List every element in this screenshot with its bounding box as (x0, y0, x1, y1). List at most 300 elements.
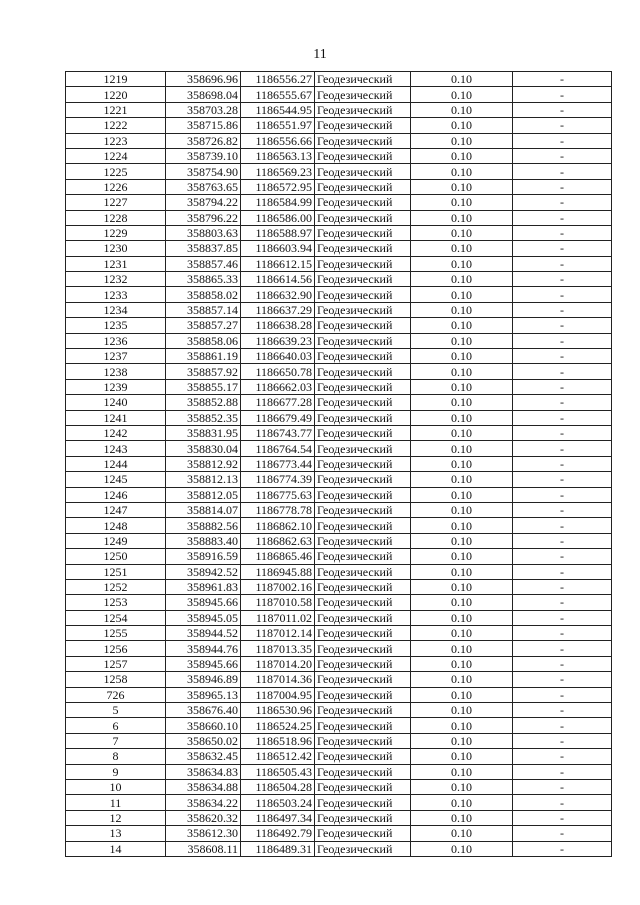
y-coordinate-cell: 1186518.96 (241, 733, 315, 748)
x-coordinate-cell: 358883.40 (166, 533, 241, 548)
method-cell: Геодезический (315, 703, 411, 718)
table-row (66, 379, 612, 394)
method-cell: Геодезический (315, 826, 411, 841)
x-coordinate-cell: 358698.04 (166, 87, 241, 102)
description-cell: - (513, 826, 612, 841)
point-number-cell: 1249 (66, 533, 166, 548)
method-cell: Геодезический (315, 487, 411, 502)
table-row (66, 133, 612, 148)
coordinates-table (65, 71, 612, 857)
table-row (66, 148, 612, 163)
description-cell: - (513, 626, 612, 641)
point-number-cell: 1250 (66, 549, 166, 564)
table-row (66, 487, 612, 502)
method-cell: Геодезический (315, 272, 411, 287)
x-coordinate-cell: 358857.92 (166, 364, 241, 379)
accuracy-cell: 0.10 (411, 810, 513, 825)
accuracy-cell: 0.10 (411, 210, 513, 225)
table-row (66, 749, 612, 764)
accuracy-cell: 0.10 (411, 749, 513, 764)
method-cell: Геодезический (315, 118, 411, 133)
method-cell: Геодезический (315, 749, 411, 764)
x-coordinate-cell: 358726.82 (166, 133, 241, 148)
method-cell: Геодезический (315, 287, 411, 302)
description-cell: - (513, 687, 612, 702)
description-cell: - (513, 779, 612, 794)
description-cell: - (513, 241, 612, 256)
description-cell: - (513, 287, 612, 302)
description-cell: - (513, 549, 612, 564)
description-cell: - (513, 179, 612, 194)
point-number-cell: 11 (66, 795, 166, 810)
method-cell: Геодезический (315, 364, 411, 379)
x-coordinate-cell: 358852.88 (166, 395, 241, 410)
point-number-cell: 13 (66, 826, 166, 841)
method-cell: Геодезический (315, 164, 411, 179)
point-number-cell: 1242 (66, 425, 166, 440)
accuracy-cell: 0.10 (411, 533, 513, 548)
table-row (66, 502, 612, 517)
y-coordinate-cell: 1186679.49 (241, 410, 315, 425)
point-number-cell: 1221 (66, 102, 166, 117)
accuracy-cell: 0.10 (411, 272, 513, 287)
table-row (66, 518, 612, 533)
x-coordinate-cell: 358830.04 (166, 441, 241, 456)
table-row (66, 72, 612, 87)
method-cell: Геодезический (315, 718, 411, 733)
y-coordinate-cell: 1186637.29 (241, 302, 315, 317)
x-coordinate-cell: 358812.13 (166, 472, 241, 487)
x-coordinate-cell: 358858.06 (166, 333, 241, 348)
point-number-cell: 1256 (66, 641, 166, 656)
table-row (66, 256, 612, 271)
x-coordinate-cell: 358837.85 (166, 241, 241, 256)
point-number-cell: 1238 (66, 364, 166, 379)
y-coordinate-cell: 1186505.43 (241, 764, 315, 779)
accuracy-cell: 0.10 (411, 626, 513, 641)
description-cell: - (513, 256, 612, 271)
description-cell: - (513, 749, 612, 764)
accuracy-cell: 0.10 (411, 841, 513, 856)
x-coordinate-cell: 358612.30 (166, 826, 241, 841)
table-row (66, 302, 612, 317)
accuracy-cell: 0.10 (411, 779, 513, 794)
method-cell: Геодезический (315, 379, 411, 394)
description-cell: - (513, 610, 612, 625)
method-cell: Геодезический (315, 195, 411, 210)
y-coordinate-cell: 1187014.20 (241, 656, 315, 671)
accuracy-cell: 0.10 (411, 502, 513, 517)
x-coordinate-cell: 358831.95 (166, 425, 241, 440)
point-number-cell: 1244 (66, 456, 166, 471)
accuracy-cell: 0.10 (411, 610, 513, 625)
description-cell: - (513, 733, 612, 748)
x-coordinate-cell: 358857.27 (166, 318, 241, 333)
table-row (66, 764, 612, 779)
table-row (66, 241, 612, 256)
point-number-cell: 8 (66, 749, 166, 764)
table-row (66, 579, 612, 594)
method-cell: Геодезический (315, 333, 411, 348)
x-coordinate-cell: 358814.07 (166, 502, 241, 517)
description-cell: - (513, 133, 612, 148)
y-coordinate-cell: 1187014.36 (241, 672, 315, 687)
method-cell: Геодезический (315, 656, 411, 671)
description-cell: - (513, 518, 612, 533)
point-number-cell: 1232 (66, 272, 166, 287)
point-number-cell: 1241 (66, 410, 166, 425)
description-cell: - (513, 703, 612, 718)
method-cell: Геодезический (315, 102, 411, 117)
table-row (66, 626, 612, 641)
description-cell: - (513, 656, 612, 671)
method-cell: Геодезический (315, 626, 411, 641)
table-row (66, 672, 612, 687)
y-coordinate-cell: 1186572.95 (241, 179, 315, 194)
table-row (66, 395, 612, 410)
x-coordinate-cell: 358857.46 (166, 256, 241, 271)
x-coordinate-cell: 358634.22 (166, 795, 241, 810)
table-row (66, 779, 612, 794)
point-number-cell: 14 (66, 841, 166, 856)
method-cell: Геодезический (315, 179, 411, 194)
y-coordinate-cell: 1187011.02 (241, 610, 315, 625)
y-coordinate-cell: 1186603.94 (241, 241, 315, 256)
description-cell: - (513, 456, 612, 471)
description-cell: - (513, 318, 612, 333)
method-cell: Геодезический (315, 549, 411, 564)
table-row (66, 641, 612, 656)
x-coordinate-cell: 358650.02 (166, 733, 241, 748)
accuracy-cell: 0.10 (411, 102, 513, 117)
point-number-cell: 7 (66, 733, 166, 748)
accuracy-cell: 0.10 (411, 425, 513, 440)
x-coordinate-cell: 358754.90 (166, 164, 241, 179)
y-coordinate-cell: 1186662.03 (241, 379, 315, 394)
point-number-cell: 9 (66, 764, 166, 779)
method-cell: Геодезический (315, 610, 411, 625)
accuracy-cell: 0.10 (411, 826, 513, 841)
y-coordinate-cell: 1186945.88 (241, 564, 315, 579)
point-number-cell: 1247 (66, 502, 166, 517)
description-cell: - (513, 579, 612, 594)
description-cell: - (513, 533, 612, 548)
description-cell: - (513, 225, 612, 240)
accuracy-cell: 0.10 (411, 441, 513, 456)
table-row (66, 795, 612, 810)
y-coordinate-cell: 1186775.63 (241, 487, 315, 502)
table-body (66, 72, 612, 857)
description-cell: - (513, 210, 612, 225)
accuracy-cell: 0.10 (411, 379, 513, 394)
table-row (66, 87, 612, 102)
y-coordinate-cell: 1186512.42 (241, 749, 315, 764)
y-coordinate-cell: 1186544.95 (241, 102, 315, 117)
point-number-cell: 1224 (66, 148, 166, 163)
table-row (66, 610, 612, 625)
method-cell: Геодезический (315, 395, 411, 410)
accuracy-cell: 0.10 (411, 472, 513, 487)
method-cell: Геодезический (315, 641, 411, 656)
table-row (66, 349, 612, 364)
description-cell: - (513, 595, 612, 610)
y-coordinate-cell: 1186584.99 (241, 195, 315, 210)
method-cell: Геодезический (315, 72, 411, 87)
x-coordinate-cell: 358632.45 (166, 749, 241, 764)
x-coordinate-cell: 358945.66 (166, 595, 241, 610)
description-cell: - (513, 102, 612, 117)
accuracy-cell: 0.10 (411, 487, 513, 502)
x-coordinate-cell: 358696.96 (166, 72, 241, 87)
accuracy-cell: 0.10 (411, 133, 513, 148)
description-cell: - (513, 379, 612, 394)
accuracy-cell: 0.10 (411, 687, 513, 702)
description-cell: - (513, 672, 612, 687)
accuracy-cell: 0.10 (411, 395, 513, 410)
y-coordinate-cell: 1186503.24 (241, 795, 315, 810)
point-number-cell: 1219 (66, 72, 166, 87)
x-coordinate-cell: 358852.35 (166, 410, 241, 425)
x-coordinate-cell: 358961.83 (166, 579, 241, 594)
table-row (66, 425, 612, 440)
table-row (66, 549, 612, 564)
point-number-cell: 1237 (66, 349, 166, 364)
x-coordinate-cell: 358855.17 (166, 379, 241, 394)
description-cell: - (513, 410, 612, 425)
table-row (66, 703, 612, 718)
y-coordinate-cell: 1186677.28 (241, 395, 315, 410)
description-cell: - (513, 425, 612, 440)
table-row (66, 826, 612, 841)
x-coordinate-cell: 358857.14 (166, 302, 241, 317)
point-number-cell: 1226 (66, 179, 166, 194)
description-cell: - (513, 364, 612, 379)
x-coordinate-cell: 358634.88 (166, 779, 241, 794)
method-cell: Геодезический (315, 225, 411, 240)
point-number-cell: 1228 (66, 210, 166, 225)
point-number-cell: 1229 (66, 225, 166, 240)
accuracy-cell: 0.10 (411, 733, 513, 748)
accuracy-cell: 0.10 (411, 118, 513, 133)
y-coordinate-cell: 1186555.67 (241, 87, 315, 102)
x-coordinate-cell: 358812.05 (166, 487, 241, 502)
y-coordinate-cell: 1186743.77 (241, 425, 315, 440)
description-cell: - (513, 195, 612, 210)
point-number-cell: 5 (66, 703, 166, 718)
description-cell: - (513, 333, 612, 348)
point-number-cell: 1258 (66, 672, 166, 687)
method-cell: Геодезический (315, 779, 411, 794)
point-number-cell: 1225 (66, 164, 166, 179)
table-row (66, 472, 612, 487)
x-coordinate-cell: 358944.52 (166, 626, 241, 641)
accuracy-cell: 0.10 (411, 456, 513, 471)
table-row (66, 410, 612, 425)
accuracy-cell: 0.10 (411, 225, 513, 240)
point-number-cell: 1251 (66, 564, 166, 579)
method-cell: Геодезический (315, 687, 411, 702)
point-number-cell: 1255 (66, 626, 166, 641)
y-coordinate-cell: 1186640.03 (241, 349, 315, 364)
method-cell: Геодезический (315, 764, 411, 779)
table-row (66, 533, 612, 548)
description-cell: - (513, 395, 612, 410)
point-number-cell: 1257 (66, 656, 166, 671)
x-coordinate-cell: 358715.86 (166, 118, 241, 133)
y-coordinate-cell: 1187013.35 (241, 641, 315, 656)
y-coordinate-cell: 1186614.56 (241, 272, 315, 287)
y-coordinate-cell: 1186650.78 (241, 364, 315, 379)
x-coordinate-cell: 358794.22 (166, 195, 241, 210)
y-coordinate-cell: 1186563.13 (241, 148, 315, 163)
accuracy-cell: 0.10 (411, 241, 513, 256)
method-cell: Геодезический (315, 425, 411, 440)
page-number: 11 (313, 47, 327, 62)
accuracy-cell: 0.10 (411, 703, 513, 718)
y-coordinate-cell: 1186489.31 (241, 841, 315, 856)
table-row (66, 195, 612, 210)
method-cell: Геодезический (315, 579, 411, 594)
point-number-cell: 1223 (66, 133, 166, 148)
accuracy-cell: 0.10 (411, 549, 513, 564)
table-row (66, 364, 612, 379)
y-coordinate-cell: 1186612.15 (241, 256, 315, 271)
description-cell: - (513, 564, 612, 579)
description-cell: - (513, 810, 612, 825)
point-number-cell: 1231 (66, 256, 166, 271)
y-coordinate-cell: 1186862.10 (241, 518, 315, 533)
point-number-cell: 1253 (66, 595, 166, 610)
method-cell: Геодезический (315, 210, 411, 225)
accuracy-cell: 0.10 (411, 641, 513, 656)
description-cell: - (513, 487, 612, 502)
method-cell: Геодезический (315, 810, 411, 825)
x-coordinate-cell: 358916.59 (166, 549, 241, 564)
x-coordinate-cell: 358861.19 (166, 349, 241, 364)
y-coordinate-cell: 1186497.34 (241, 810, 315, 825)
table-row (66, 656, 612, 671)
table-row (66, 718, 612, 733)
method-cell: Геодезический (315, 410, 411, 425)
point-number-cell: 12 (66, 810, 166, 825)
table-row (66, 225, 612, 240)
method-cell: Геодезический (315, 318, 411, 333)
method-cell: Геодезический (315, 456, 411, 471)
accuracy-cell: 0.10 (411, 518, 513, 533)
accuracy-cell: 0.10 (411, 195, 513, 210)
point-number-cell: 1243 (66, 441, 166, 456)
method-cell: Геодезический (315, 533, 411, 548)
y-coordinate-cell: 1186764.54 (241, 441, 315, 456)
table-row (66, 456, 612, 471)
y-coordinate-cell: 1187010.58 (241, 595, 315, 610)
accuracy-cell: 0.10 (411, 179, 513, 194)
accuracy-cell: 0.10 (411, 318, 513, 333)
accuracy-cell: 0.10 (411, 656, 513, 671)
description-cell: - (513, 441, 612, 456)
table-row (66, 810, 612, 825)
method-cell: Геодезический (315, 472, 411, 487)
accuracy-cell: 0.10 (411, 595, 513, 610)
x-coordinate-cell: 358945.05 (166, 610, 241, 625)
x-coordinate-cell: 358796.22 (166, 210, 241, 225)
y-coordinate-cell: 1187002.16 (241, 579, 315, 594)
y-coordinate-cell: 1186588.97 (241, 225, 315, 240)
x-coordinate-cell: 358942.52 (166, 564, 241, 579)
point-number-cell: 10 (66, 779, 166, 794)
table-row (66, 179, 612, 194)
method-cell: Геодезический (315, 441, 411, 456)
point-number-cell: 1240 (66, 395, 166, 410)
point-number-cell: 726 (66, 687, 166, 702)
table-row (66, 733, 612, 748)
description-cell: - (513, 795, 612, 810)
table-row (66, 318, 612, 333)
x-coordinate-cell: 358865.33 (166, 272, 241, 287)
description-cell: - (513, 718, 612, 733)
x-coordinate-cell: 358660.10 (166, 718, 241, 733)
point-number-cell: 1222 (66, 118, 166, 133)
point-number-cell: 1233 (66, 287, 166, 302)
point-number-cell: 1236 (66, 333, 166, 348)
point-number-cell: 1254 (66, 610, 166, 625)
method-cell: Геодезический (315, 302, 411, 317)
accuracy-cell: 0.10 (411, 764, 513, 779)
method-cell: Геодезический (315, 133, 411, 148)
description-cell: - (513, 502, 612, 517)
accuracy-cell: 0.10 (411, 87, 513, 102)
x-coordinate-cell: 358944.76 (166, 641, 241, 656)
table-row (66, 333, 612, 348)
y-coordinate-cell: 1186632.90 (241, 287, 315, 302)
accuracy-cell: 0.10 (411, 795, 513, 810)
accuracy-cell: 0.10 (411, 349, 513, 364)
x-coordinate-cell: 358676.40 (166, 703, 241, 718)
description-cell: - (513, 272, 612, 287)
y-coordinate-cell: 1186773.44 (241, 456, 315, 471)
table-row (66, 272, 612, 287)
x-coordinate-cell: 358946.89 (166, 672, 241, 687)
x-coordinate-cell: 358812.92 (166, 456, 241, 471)
method-cell: Геодезический (315, 518, 411, 533)
point-number-cell: 1248 (66, 518, 166, 533)
accuracy-cell: 0.10 (411, 672, 513, 687)
y-coordinate-cell: 1187004.95 (241, 687, 315, 702)
table-row (66, 118, 612, 133)
description-cell: - (513, 118, 612, 133)
method-cell: Геодезический (315, 672, 411, 687)
method-cell: Геодезический (315, 841, 411, 856)
accuracy-cell: 0.10 (411, 718, 513, 733)
y-coordinate-cell: 1186556.27 (241, 72, 315, 87)
accuracy-cell: 0.10 (411, 564, 513, 579)
point-number-cell: 1252 (66, 579, 166, 594)
table-row (66, 841, 612, 856)
y-coordinate-cell: 1186774.39 (241, 472, 315, 487)
y-coordinate-cell: 1186530.96 (241, 703, 315, 718)
description-cell: - (513, 472, 612, 487)
point-number-cell: 1239 (66, 379, 166, 394)
x-coordinate-cell: 358634.83 (166, 764, 241, 779)
table-row (66, 287, 612, 302)
table-row (66, 564, 612, 579)
accuracy-cell: 0.10 (411, 579, 513, 594)
x-coordinate-cell: 358739.10 (166, 148, 241, 163)
y-coordinate-cell: 1186638.28 (241, 318, 315, 333)
point-number-cell: 1220 (66, 87, 166, 102)
table-row (66, 210, 612, 225)
table-row (66, 441, 612, 456)
